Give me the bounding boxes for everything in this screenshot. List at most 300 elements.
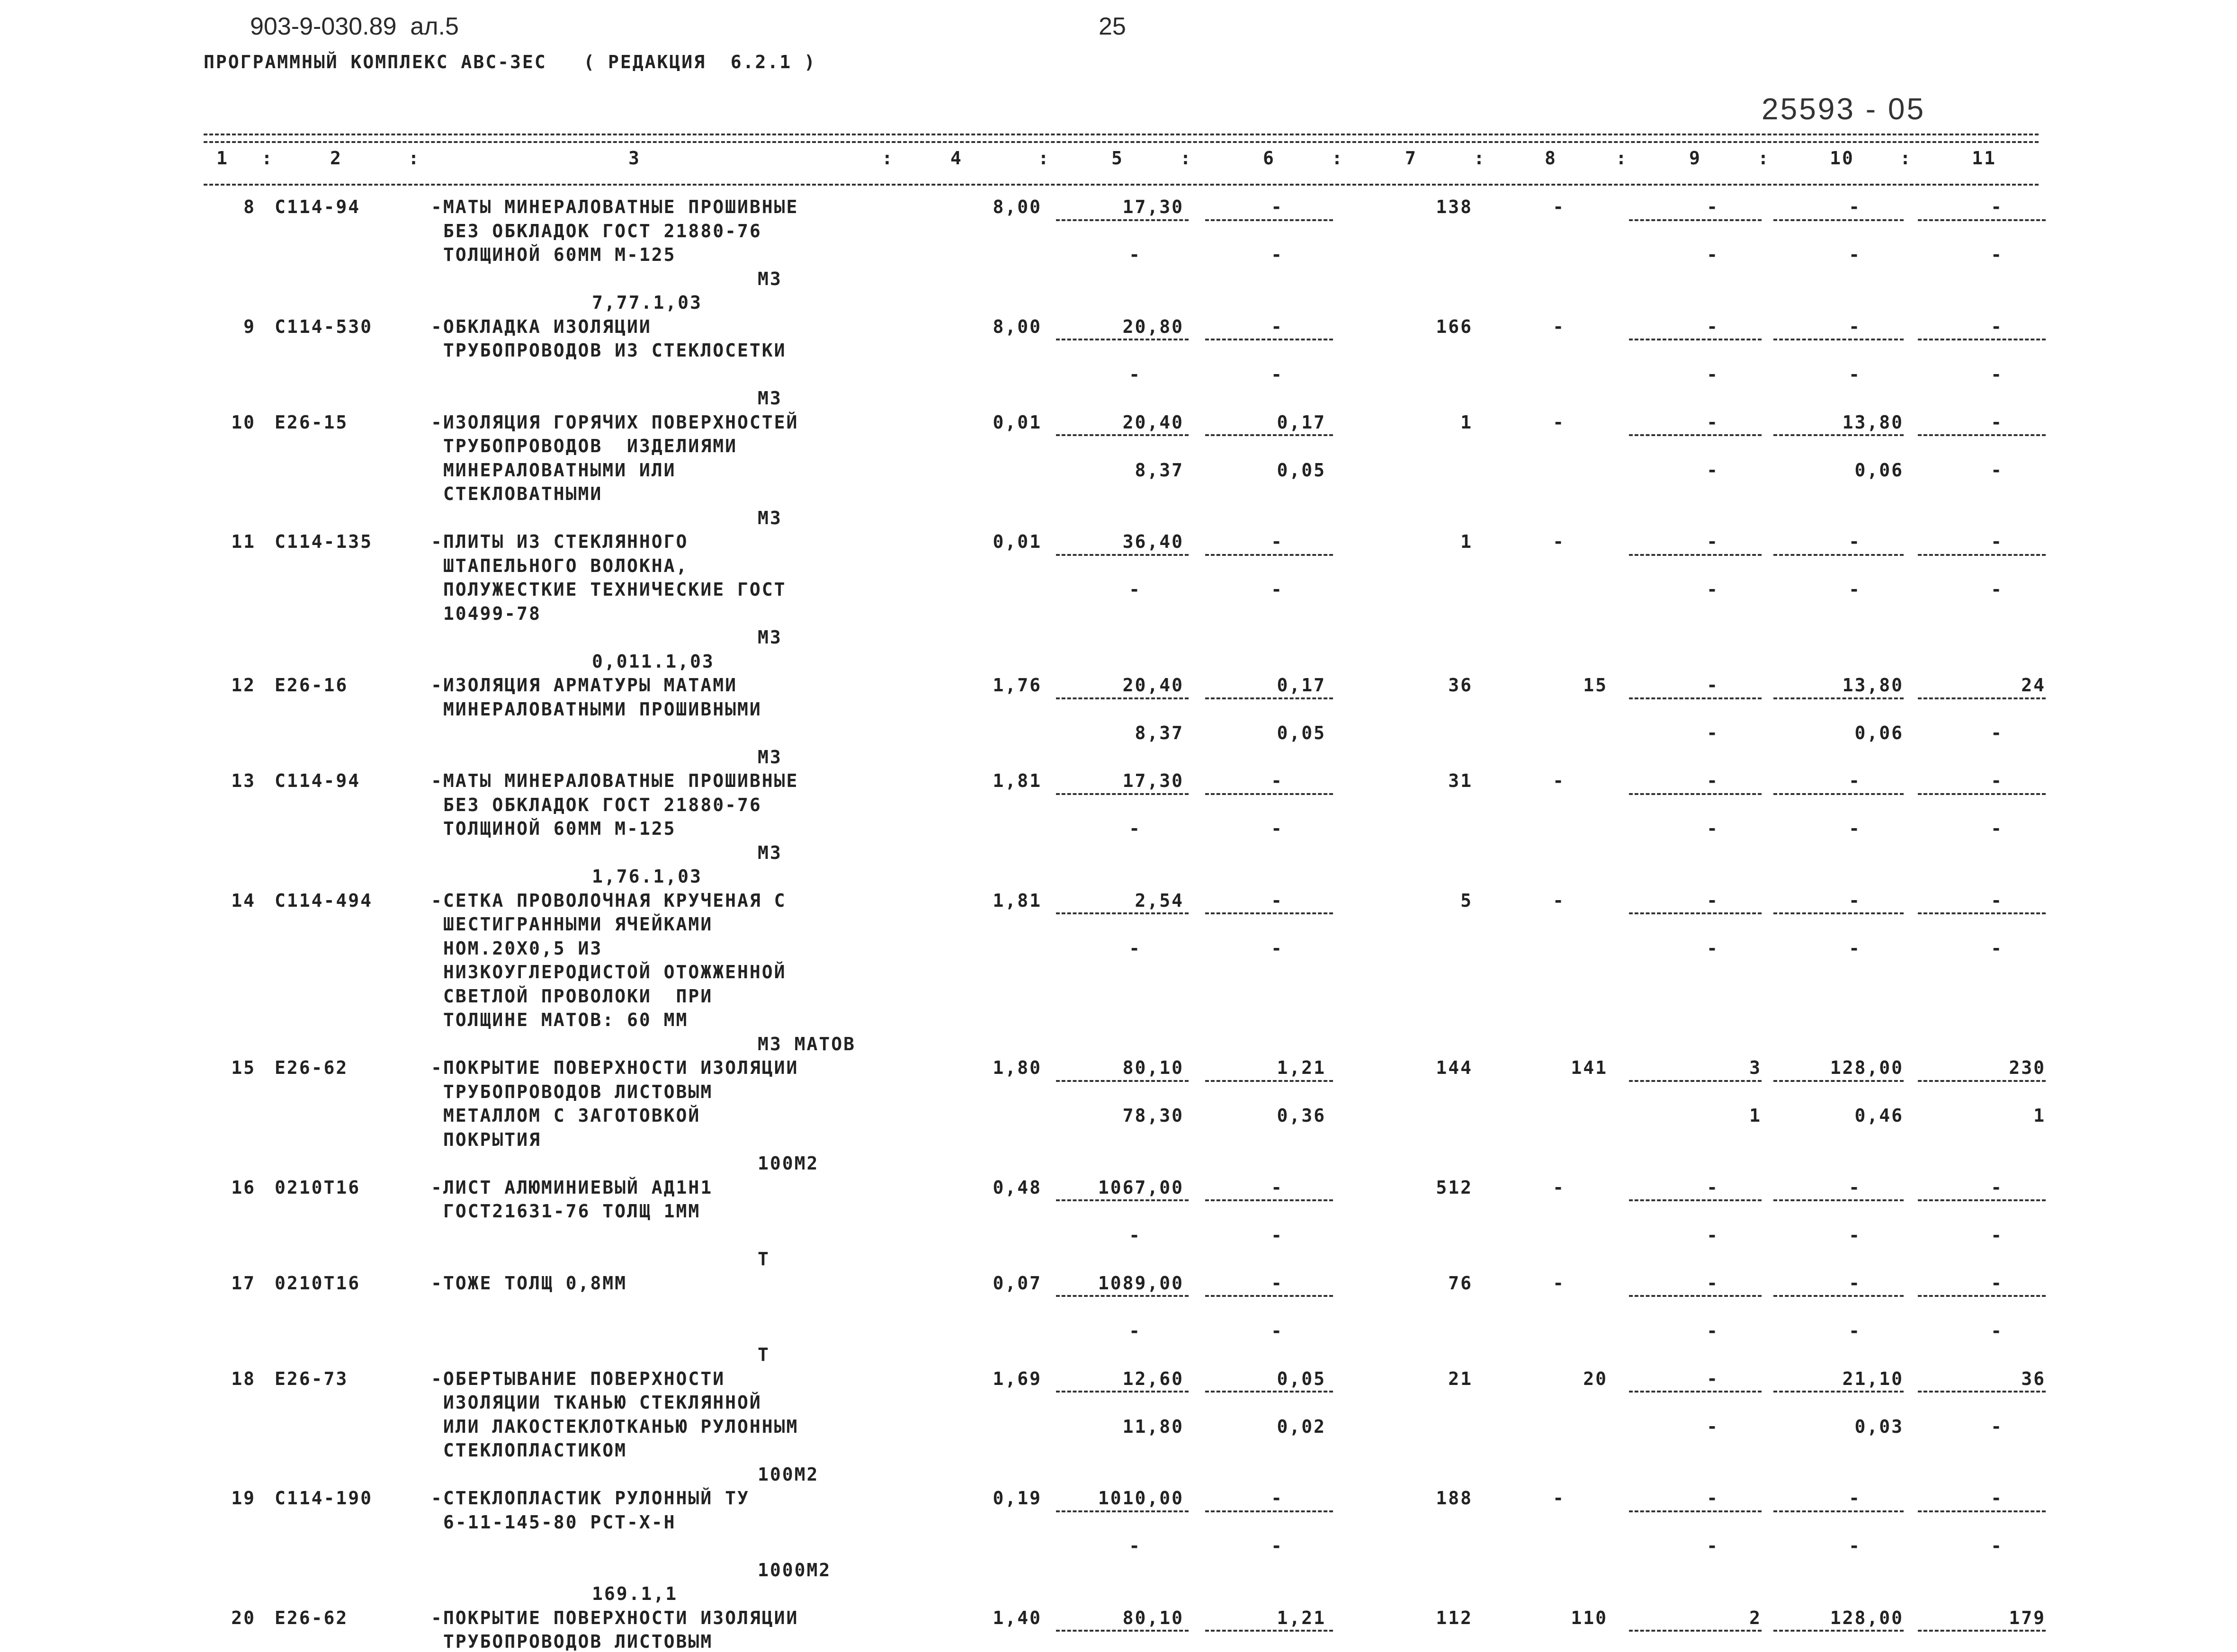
sub-value-c10: 0,46 xyxy=(1854,1105,1904,1126)
sub-value-c9: - xyxy=(1707,364,1719,385)
coefficient: 7,77.1,03 xyxy=(592,292,702,313)
sub-value-c9: - xyxy=(1707,1536,1719,1556)
cell-divider xyxy=(1629,339,1762,340)
sub-value-c5: 78,30 xyxy=(1122,1105,1184,1126)
top-rule xyxy=(204,134,2039,135)
value-c8: 141 xyxy=(1571,1057,1608,1078)
value-c8: - xyxy=(1553,531,1565,552)
row-number: 8 xyxy=(243,196,256,217)
cell-divider xyxy=(1205,219,1333,221)
sub-value-c5: - xyxy=(1129,244,1141,265)
resource-code: Е26-62 xyxy=(275,1057,349,1078)
sub-value-c10: - xyxy=(1849,579,1861,600)
description-line: МЕТАЛЛОМ С ЗАГОТОВКОЙ xyxy=(431,1105,701,1126)
column-number-10: 10 xyxy=(1830,148,1854,169)
cell-divider xyxy=(1773,697,1904,699)
sub-value-c6: - xyxy=(1271,938,1283,959)
resource-code: Е26-73 xyxy=(275,1368,349,1389)
cell-divider xyxy=(1773,339,1904,340)
row-number: 20 xyxy=(231,1607,256,1628)
description-line: -МАТЫ МИНЕРАЛОВАТНЫЕ ПРОШИВНЫЕ xyxy=(431,770,799,791)
cell-divider xyxy=(1205,912,1333,914)
description-line: СВЕТЛОЙ ПРОВОЛОКИ ПРИ xyxy=(431,985,713,1007)
resource-code: С114-530 xyxy=(275,316,373,337)
sub-value-c9: - xyxy=(1707,1320,1719,1341)
sub-value-c10: - xyxy=(1849,818,1861,839)
description-line: -ПЛИТЫ ИЗ СТЕКЛЯННОГО xyxy=(431,531,689,552)
unit: М3 xyxy=(758,388,782,409)
description-line: ТОЛЩИНОЙ 60ММ М-125 xyxy=(431,244,676,265)
sub-value-c10: - xyxy=(1849,1320,1861,1341)
description-line: -ПОКРЫТИЕ ПОВЕРХНОСТИ ИЗОЛЯЦИИ xyxy=(431,1057,799,1078)
archive-stamp: 25593 - 05 xyxy=(1762,92,1926,126)
value-c6: - xyxy=(1271,316,1283,337)
cell-divider xyxy=(1629,1199,1762,1201)
value-c8: - xyxy=(1553,1488,1565,1509)
cell-divider xyxy=(1205,339,1333,340)
description-line: -ЛИСТ АЛЮМИНИЕВЫЙ АД1Н1 xyxy=(431,1177,713,1198)
value-c9: - xyxy=(1707,1177,1719,1198)
value-c9: - xyxy=(1707,411,1719,433)
value-c7: 31 xyxy=(1448,770,1473,791)
coefficient: 0,011.1,03 xyxy=(592,651,715,672)
column-separator: : xyxy=(1180,148,1192,169)
cell-divider xyxy=(1773,793,1904,795)
value-c9: - xyxy=(1707,675,1719,696)
column-separator: : xyxy=(1038,148,1050,169)
column-number-11: 11 xyxy=(1972,148,1996,169)
cell-divider xyxy=(1918,1391,2046,1393)
description-line: ТРУБОПРОВОДОВ ИЗ СТЕКЛОСЕТКИ xyxy=(431,340,787,361)
value-c6: - xyxy=(1271,770,1283,791)
row-number: 13 xyxy=(231,770,256,791)
description-line: ПОЛУЖЕСТКИЕ ТЕХНИЧЕСКИЕ ГОСТ xyxy=(431,579,787,600)
sub-value-c5: 8,37 xyxy=(1135,723,1184,743)
cell-divider xyxy=(1629,1510,1762,1512)
value-c5: 17,30 xyxy=(1122,770,1184,791)
cell-divider xyxy=(1056,912,1189,914)
value-c5: 1067,00 xyxy=(1098,1177,1184,1198)
value-c9: - xyxy=(1707,196,1719,217)
quantity: 0,48 xyxy=(993,1177,1042,1198)
cell-divider xyxy=(1205,793,1333,795)
cell-divider xyxy=(1773,219,1904,221)
sub-value-c9: - xyxy=(1707,579,1719,600)
value-c6: - xyxy=(1271,1177,1283,1198)
value-c10: - xyxy=(1849,1488,1861,1509)
value-c8: 110 xyxy=(1571,1607,1608,1628)
value-c9: - xyxy=(1707,770,1719,791)
value-c8: - xyxy=(1553,1177,1565,1198)
sub-value-c6: - xyxy=(1271,818,1283,839)
value-c7: 138 xyxy=(1436,196,1473,217)
resource-code: С114-94 xyxy=(275,196,361,217)
sub-value-c9: 1 xyxy=(1749,1105,1762,1126)
resource-code: С114-190 xyxy=(275,1488,373,1509)
description-line: СТЕКЛОВАТНЫМИ xyxy=(431,483,603,504)
description-line: ШТАПЕЛЬНОГО ВОЛОКНА, xyxy=(431,555,689,576)
cell-divider xyxy=(1205,1630,1333,1632)
cell-divider xyxy=(1629,434,1762,436)
cell-divider xyxy=(1918,554,2046,556)
row-number: 18 xyxy=(231,1368,256,1389)
sub-value-c10: 0,06 xyxy=(1854,459,1904,481)
description-line: 10499-78 xyxy=(431,603,541,624)
value-c6: - xyxy=(1271,1488,1283,1509)
value-c5: 20,40 xyxy=(1122,675,1184,696)
value-c9: 3 xyxy=(1749,1057,1762,1078)
description-line: -ОБКЛАДКА ИЗОЛЯЦИИ xyxy=(431,316,652,337)
description-line: ШЕСТИГРАННЫМИ ЯЧЕЙКАМИ xyxy=(431,914,713,935)
quantity: 8,00 xyxy=(993,196,1042,217)
row-number: 11 xyxy=(231,531,256,552)
value-c7: 1 xyxy=(1460,531,1473,552)
quantity: 1,81 xyxy=(993,770,1042,791)
row-number: 19 xyxy=(231,1488,256,1509)
value-c11: - xyxy=(1991,531,2003,552)
cell-divider xyxy=(1056,1080,1189,1082)
resource-code: Е26-15 xyxy=(275,411,349,433)
column-number-4: 4 xyxy=(950,148,963,169)
quantity: 0,07 xyxy=(993,1272,1042,1294)
cell-divider xyxy=(1056,554,1189,556)
value-c11: 179 xyxy=(2009,1607,2046,1628)
sub-value-c9: - xyxy=(1707,723,1719,743)
column-separator: : xyxy=(1616,148,1628,169)
sub-value-c11: - xyxy=(1991,459,2003,481)
cell-divider xyxy=(1629,1080,1762,1082)
resource-code: 0210Т16 xyxy=(275,1272,361,1294)
value-c5: 80,10 xyxy=(1122,1057,1184,1078)
column-separator: : xyxy=(261,148,274,169)
value-c10: 13,80 xyxy=(1842,675,1904,696)
row-number: 12 xyxy=(231,675,256,696)
sub-value-c10: - xyxy=(1849,938,1861,959)
sub-value-c6: - xyxy=(1271,1320,1283,1341)
value-c10: - xyxy=(1849,890,1861,911)
value-c5: 1089,00 xyxy=(1098,1272,1184,1294)
sub-value-c10: - xyxy=(1849,244,1861,265)
sub-value-c11: - xyxy=(1991,1224,2003,1246)
value-c6: - xyxy=(1271,890,1283,911)
value-c8: - xyxy=(1553,316,1565,337)
sub-value-c5: - xyxy=(1129,364,1141,385)
cell-divider xyxy=(1773,554,1904,556)
column-separator: : xyxy=(882,148,894,169)
column-separator: : xyxy=(408,148,421,169)
value-c6: - xyxy=(1271,196,1283,217)
cell-divider xyxy=(1056,793,1189,795)
description-line: МИНЕРАЛОВАТНЫМИ ПРОШИВНЫМИ xyxy=(431,698,762,720)
value-c6: 0,05 xyxy=(1277,1368,1326,1389)
value-c8: - xyxy=(1553,770,1565,791)
header-bottom-rule xyxy=(204,184,2039,186)
column-separator: : xyxy=(1474,148,1486,169)
unit: 1000М2 xyxy=(758,1559,832,1581)
value-c9: - xyxy=(1707,531,1719,552)
cell-divider xyxy=(1773,1510,1904,1512)
cell-divider xyxy=(1205,697,1333,699)
cell-divider xyxy=(1205,554,1333,556)
sub-value-c11: - xyxy=(1991,1416,2003,1437)
cell-divider xyxy=(1056,434,1189,436)
description-line: 6-11-145-80 РСТ-Х-Н xyxy=(431,1511,676,1533)
description-line: ГОСТ21631-76 ТОЛЩ 1ММ xyxy=(431,1201,701,1222)
sub-value-c6: - xyxy=(1271,244,1283,265)
value-c7: 188 xyxy=(1436,1488,1473,1509)
resource-code: Е26-62 xyxy=(275,1607,349,1628)
sub-value-c10: 0,06 xyxy=(1854,723,1904,743)
cell-divider xyxy=(1205,1295,1333,1297)
value-c7: 36 xyxy=(1448,675,1473,696)
value-c8: - xyxy=(1553,196,1565,217)
coefficient: 169.1,1 xyxy=(592,1583,678,1604)
sub-value-c6: 0,05 xyxy=(1277,459,1326,481)
sub-value-c6: - xyxy=(1271,1536,1283,1556)
doc-code: 903-9-030.89 ал.5 xyxy=(250,13,459,40)
cell-divider xyxy=(1773,434,1904,436)
cell-divider xyxy=(1056,697,1189,699)
value-c10: - xyxy=(1849,531,1861,552)
cell-divider xyxy=(1918,697,2046,699)
cell-divider xyxy=(1056,1199,1189,1201)
unit: М3 xyxy=(758,842,782,863)
value-c6: 0,17 xyxy=(1277,675,1326,696)
description-line: ИЗОЛЯЦИИ ТКАНЬЮ СТЕКЛЯННОЙ xyxy=(431,1392,762,1413)
row-number: 9 xyxy=(243,316,256,337)
description-line: -ИЗОЛЯЦИЯ ГОРЯЧИХ ПОВЕРХНОСТЕЙ xyxy=(431,411,799,433)
cell-divider xyxy=(1773,1295,1904,1297)
cell-divider xyxy=(1918,219,2046,221)
value-c7: 76 xyxy=(1448,1272,1473,1294)
cell-divider xyxy=(1056,1510,1189,1512)
unit: М3 МАТОВ xyxy=(758,1033,856,1054)
sub-value-c5: - xyxy=(1129,1320,1141,1341)
sub-value-c11: - xyxy=(1991,938,2003,959)
description-line: НИЗКОУГЛЕРОДИСТОЙ ОТОЖЖЕННОЙ xyxy=(431,962,787,982)
cell-divider xyxy=(1918,1630,2046,1632)
description-line: -ИЗОЛЯЦИЯ АРМАТУРЫ МАТАМИ xyxy=(431,675,737,696)
description-line: СТЕКЛОПЛАСТИКОМ xyxy=(431,1440,627,1461)
cell-divider xyxy=(1629,1391,1762,1393)
value-c5: 2,54 xyxy=(1135,890,1184,911)
cell-divider xyxy=(1918,1295,2046,1297)
sub-value-c10: - xyxy=(1849,364,1861,385)
value-c5: 12,60 xyxy=(1122,1368,1184,1389)
resource-code: С114-494 xyxy=(275,890,373,911)
quantity: 1,80 xyxy=(993,1057,1042,1078)
value-c11: - xyxy=(1991,1177,2003,1198)
cell-divider xyxy=(1629,554,1762,556)
value-c11: - xyxy=(1991,411,2003,433)
value-c7: 1 xyxy=(1460,411,1473,433)
sub-value-c5: - xyxy=(1129,818,1141,839)
column-number-6: 6 xyxy=(1263,148,1275,169)
unit: 100М2 xyxy=(758,1153,819,1174)
description-line: НОМ.20Х0,5 ИЗ xyxy=(431,938,603,959)
quantity: 1,40 xyxy=(993,1607,1042,1628)
value-c9: - xyxy=(1707,1488,1719,1509)
value-c7: 144 xyxy=(1436,1057,1473,1078)
cell-divider xyxy=(1773,912,1904,914)
unit: М3 xyxy=(758,627,782,648)
sub-value-c9: - xyxy=(1707,459,1719,481)
cell-divider xyxy=(1918,912,2046,914)
value-c9: 2 xyxy=(1749,1607,1762,1628)
column-number-1: 1 xyxy=(216,148,229,169)
value-c5: 17,30 xyxy=(1122,196,1184,217)
sub-value-c11: - xyxy=(1991,723,2003,743)
column-separator: : xyxy=(1758,148,1770,169)
coefficient: 1,76.1,03 xyxy=(592,866,702,887)
cell-divider xyxy=(1629,697,1762,699)
cell-divider xyxy=(1205,1080,1333,1082)
row-number: 14 xyxy=(231,890,256,911)
sub-value-c11: - xyxy=(1991,364,2003,385)
value-c7: 512 xyxy=(1436,1177,1473,1198)
sub-value-c11: 1 xyxy=(2033,1105,2046,1126)
description-line: ТРУБОПРОВОДОВ ЛИСТОВЫМ xyxy=(431,1081,713,1102)
sub-value-c5: 11,80 xyxy=(1122,1416,1184,1437)
value-c10: 128,00 xyxy=(1830,1057,1904,1078)
column-number-3: 3 xyxy=(628,148,641,169)
sub-value-c11: - xyxy=(1991,1320,2003,1341)
value-c10: - xyxy=(1849,1177,1861,1198)
description-line: ТРУБОПРОВОДОВ ЛИСТОВЫМ xyxy=(431,1631,713,1652)
cell-divider xyxy=(1056,339,1189,340)
value-c7: 5 xyxy=(1460,890,1473,911)
sub-value-c5: - xyxy=(1129,938,1141,959)
description-line: -МАТЫ МИНЕРАЛОВАТНЫЕ ПРОШИВНЫЕ xyxy=(431,196,799,217)
cell-divider xyxy=(1918,1080,2046,1082)
column-number-8: 8 xyxy=(1545,148,1557,169)
value-c10: 21,10 xyxy=(1842,1368,1904,1389)
value-c9: - xyxy=(1707,1272,1719,1294)
sub-value-c6: 0,02 xyxy=(1277,1416,1326,1437)
sub-value-c9: - xyxy=(1707,244,1719,265)
value-c10: 128,00 xyxy=(1830,1607,1904,1628)
sub-value-c5: 8,37 xyxy=(1135,459,1184,481)
resource-code: 0210Т16 xyxy=(275,1177,361,1198)
sub-value-c6: - xyxy=(1271,1224,1283,1246)
value-c10: - xyxy=(1849,316,1861,337)
value-c8: - xyxy=(1553,1272,1565,1294)
value-c7: 112 xyxy=(1436,1607,1473,1628)
description-line: ТОЛЩИНЕ МАТОВ: 60 ММ xyxy=(431,1009,689,1030)
description-line: ТРУБОПРОВОДОВ ИЗДЕЛИЯМИ xyxy=(431,436,737,456)
sub-value-c6: 0,05 xyxy=(1277,723,1326,743)
sub-value-c5: - xyxy=(1129,1224,1141,1246)
resource-code: С114-135 xyxy=(275,531,373,552)
value-c10: 13,80 xyxy=(1842,411,1904,433)
description-line: ИЛИ ЛАКОСТЕКЛОТКАНЬЮ РУЛОННЫМ xyxy=(431,1416,799,1437)
cell-divider xyxy=(1918,1510,2046,1512)
description-line: ТОЛЩИНОЙ 60ММ М-125 xyxy=(431,818,676,839)
cell-divider xyxy=(1205,1510,1333,1512)
cell-divider xyxy=(1773,1630,1904,1632)
value-c11: - xyxy=(1991,770,2003,791)
top-rule-2 xyxy=(204,141,2039,143)
cell-divider xyxy=(1918,793,2046,795)
sub-value-c10: - xyxy=(1849,1224,1861,1246)
value-c11: - xyxy=(1991,316,2003,337)
value-c7: 21 xyxy=(1448,1368,1473,1389)
sub-value-c6: - xyxy=(1271,364,1283,385)
cell-divider xyxy=(1918,339,2046,340)
description-line: ПОКРЫТИЯ xyxy=(431,1129,541,1150)
value-c6: - xyxy=(1271,1272,1283,1294)
sub-value-c9: - xyxy=(1707,1224,1719,1246)
row-number: 15 xyxy=(231,1057,256,1078)
row-number: 10 xyxy=(231,411,256,433)
value-c11: 24 xyxy=(2021,675,2046,696)
value-c5: 20,40 xyxy=(1122,411,1184,433)
quantity: 8,00 xyxy=(993,316,1042,337)
resource-code: С114-94 xyxy=(275,770,361,791)
cell-divider xyxy=(1205,1199,1333,1201)
sub-value-c9: - xyxy=(1707,818,1719,839)
value-c6: 1,21 xyxy=(1277,1607,1326,1628)
column-number-5: 5 xyxy=(1111,148,1124,169)
cell-divider xyxy=(1056,219,1189,221)
resource-code: Е26-16 xyxy=(275,675,349,696)
value-c9: - xyxy=(1707,890,1719,911)
value-c8: - xyxy=(1553,411,1565,433)
sub-value-c10: - xyxy=(1849,1536,1861,1556)
cell-divider xyxy=(1629,912,1762,914)
cell-divider xyxy=(1056,1295,1189,1297)
value-c6: 1,21 xyxy=(1277,1057,1326,1078)
column-separator: : xyxy=(1332,148,1344,169)
value-c5: 36,40 xyxy=(1122,531,1184,552)
quantity: 1,69 xyxy=(993,1368,1042,1389)
unit: М3 xyxy=(758,268,782,289)
value-c11: - xyxy=(1991,890,2003,911)
description-line: -СЕТКА ПРОВОЛОЧНАЯ КРУЧЕНАЯ С xyxy=(431,890,787,911)
value-c11: 230 xyxy=(2009,1057,2046,1078)
quantity: 1,76 xyxy=(993,675,1042,696)
cell-divider xyxy=(1773,1391,1904,1393)
description-line: -СТЕКЛОПЛАСТИК РУЛОННЫЙ ТУ xyxy=(431,1488,750,1509)
cell-divider xyxy=(1056,1630,1189,1632)
row-number: 16 xyxy=(231,1177,256,1198)
unit: 100М2 xyxy=(758,1464,819,1485)
value-c7: 166 xyxy=(1436,316,1473,337)
sub-value-c11: - xyxy=(1991,244,2003,265)
unit: М3 xyxy=(758,746,782,768)
program-title: ПРОГРАММНЫЙ КОМПЛЕКС АВС-3ЕС ( РЕДАКЦИЯ 6.2.1 ) xyxy=(204,52,816,72)
cell-divider xyxy=(1773,1199,1904,1201)
column-number-9: 9 xyxy=(1689,148,1701,169)
row-number: 17 xyxy=(231,1272,256,1294)
value-c9: - xyxy=(1707,1368,1719,1389)
value-c10: - xyxy=(1849,770,1861,791)
value-c8: 15 xyxy=(1583,675,1608,696)
cell-divider xyxy=(1773,1080,1904,1082)
description-line: -ПОКРЫТИЕ ПОВЕРХНОСТИ ИЗОЛЯЦИИ xyxy=(431,1607,799,1628)
value-c11: - xyxy=(1991,196,2003,217)
sub-value-c6: - xyxy=(1271,579,1283,600)
column-separator: : xyxy=(1900,148,1912,169)
sub-value-c11: - xyxy=(1991,579,2003,600)
description-line: БЕЗ ОБКЛАДОК ГОСТ 21880-76 xyxy=(431,794,762,815)
quantity: 0,19 xyxy=(993,1488,1042,1509)
description-line: БЕЗ ОБКЛАДОК ГОСТ 21880-76 xyxy=(431,220,762,241)
cell-divider xyxy=(1629,219,1762,221)
unit: Т xyxy=(758,1249,770,1269)
cell-divider xyxy=(1629,1295,1762,1297)
value-c5: 1010,00 xyxy=(1098,1488,1184,1509)
